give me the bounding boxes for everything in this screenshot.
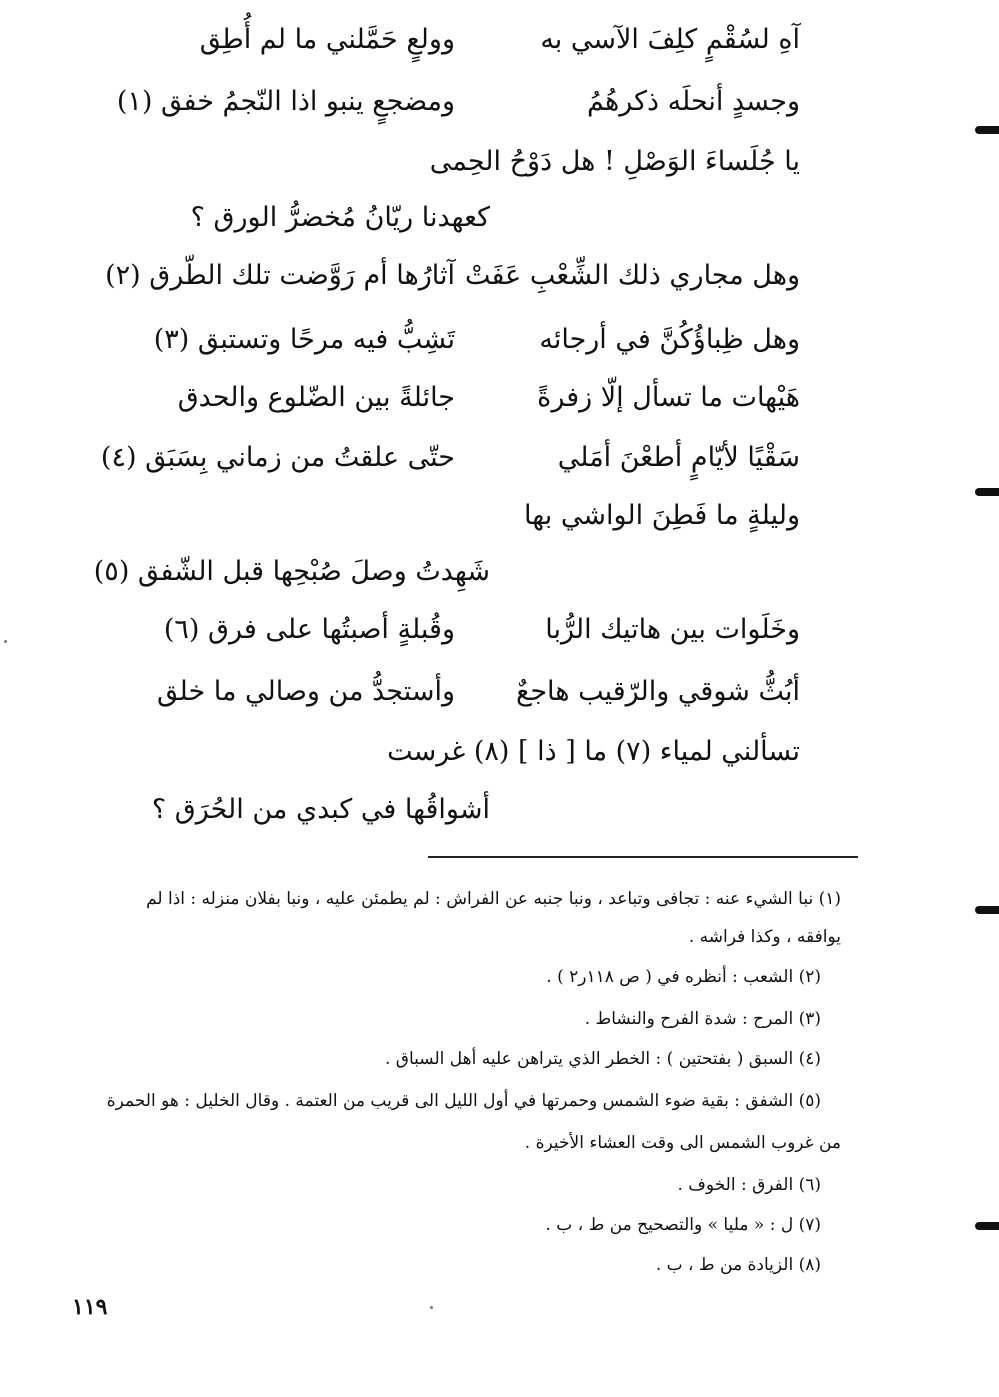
verse-11-line: تسألني لمياء (٧) ما [ ذا ] (٨) غرست (387, 736, 800, 767)
footnote-2: (٢) الشعب : أنظره في ( ص ١١٨ر٢ ) . (546, 967, 821, 987)
verse-8-continuation: شَهِدتُ وصلَ صُبْحِها قبل الشّفق (٥) (93, 556, 490, 587)
verse-9-second-hemistich: وقُبلةٍ أصبتُها على فرق (٦) (163, 614, 455, 645)
footnote-3: (٣) المرح : شدة الفرح والنشاط . (584, 1009, 821, 1029)
margin-mark (975, 906, 999, 914)
margin-mark (975, 126, 999, 134)
footnote-6: (٦) الفرق : الخوف . (677, 1175, 821, 1195)
verse-1-first-hemistich: آهِ لسُقْمٍ كلِفَ الآسي به (540, 24, 800, 55)
scan-speck (4, 640, 7, 643)
verse-6-first-hemistich: هَيْهات ما تسأل إلّا زفرةً (537, 382, 800, 413)
footnote-7: (٧) ل : « مليا » والتصحيح من ط ، ب . (545, 1215, 821, 1235)
footnote-1-continuation: يوافقه ، وكذا فراشه . (688, 927, 841, 947)
page-number: ١١٩ (72, 1294, 108, 1320)
verse-10-second-hemistich: وأستجدُّ من وصالي ما خلق (156, 676, 455, 707)
verse-7-first-hemistich: سَقْيًا لأيّامٍ أطعْنَ أمَلي (557, 442, 800, 473)
footnote-8: (٨) الزيادة من ط ، ب . (655, 1255, 821, 1275)
margin-mark (975, 488, 999, 496)
verse-2-second-hemistich: ومضجعٍ ينبو اذا النّجمُ خفق (١) (116, 86, 455, 117)
verse-2-first-hemistich: وجسدٍ أنحلَه ذكرهُمُ (587, 86, 800, 117)
verse-4-second-hemistich: آثارُها أم رَوَّضت تلك الطّرق (٢) (105, 260, 455, 291)
margin-mark (975, 1222, 999, 1230)
verse-5-second-hemistich: تَشِبُّ فيه مرحًا وتستبق (٣) (153, 324, 455, 355)
verse-11-continuation: أشواقُها في كبدي من الحُرَق ؟ (151, 794, 490, 825)
footnote-4: (٤) السبق ( بفتحتين ) : الخطر الذي يتراهن عليه أهل السباق . (384, 1049, 821, 1069)
verse-8-line: وليلةٍ ما فَطِنَ الواشي بها (524, 500, 800, 531)
footnote-1: (١) نبا الشيء عنه : تجافى وتباعد ، ونبا جنبه عن الفراش : لم يطمئن عليه ، ونبا بفلان منزله : اذا لم (146, 889, 841, 909)
verse-6-second-hemistich: جائلةً بين الضّلوع والحدق (177, 382, 455, 413)
verse-7-second-hemistich: حتّى علقتُ من زماني بِسَبَق (٤) (100, 442, 455, 473)
footnote-5: (٥) الشفق : بقية ضوء الشمس وحمرتها في أول الليل الى قريب من العتمة . وقال الخليل : هو الحمرة (106, 1091, 821, 1111)
verse-5-first-hemistich: وهل ظِباؤُكُنَّ في أرجائه (539, 324, 800, 355)
verse-10-first-hemistich: أبُثُّ شوقي والرّقيب هاجعٌ (515, 676, 800, 707)
footnote-separator (428, 856, 858, 858)
verse-1-second-hemistich: وولعٍ حَمَّلني ما لم أُطِق (199, 24, 455, 55)
verse-3-continuation: كعهدنا ريّانُ مُخضرُّ الورق ؟ (190, 202, 490, 233)
scan-speck (430, 1306, 433, 1309)
verse-9-first-hemistich: وخَلَوات بين هاتيك الرُّبا (545, 614, 800, 645)
footnote-5-continuation: من غروب الشمس الى وقت العشاء الأخيرة . (524, 1133, 841, 1153)
verse-4-first-hemistich: وهل مجاري ذلك الشِّعْبِ عَفَتْ (465, 260, 800, 291)
verse-3-line: يا جُلَساءَ الوَصْلِ ! هل دَوْحُ الحِمى (429, 146, 800, 177)
